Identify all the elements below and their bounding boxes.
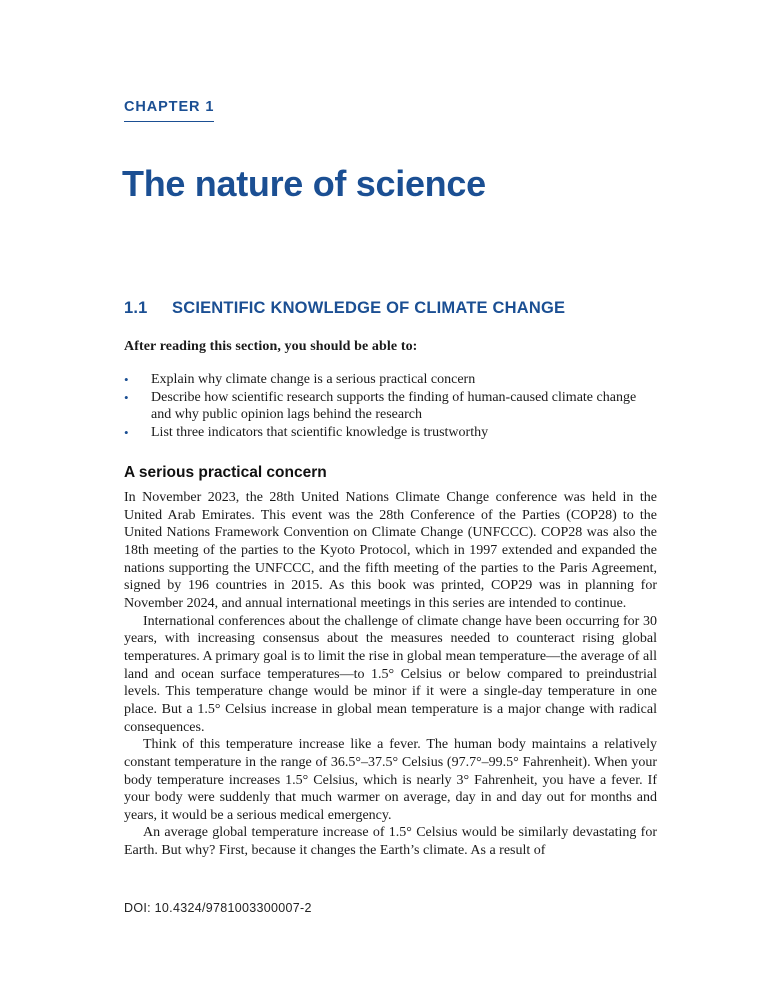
objective-item [124, 424, 657, 442]
paragraph: An average global temperature increase of 1.5° Celsius would be similarly devastating for Earth. But why? First, because it changes the Earth’s climate. As a result of [124, 825, 657, 859]
bullet-icon: • [124, 389, 129, 405]
body-text [124, 489, 657, 860]
subsection-heading: A serious practical concern [124, 464, 327, 481]
paragraph: International conferences about the challenge of climate change have been occurring for 30 years, with increasing consensus about the measures needed to counteract rising global temperatures. A primary goal is to limit the rise in global mean temperature—the average of all land and ocean surface temperatures—to 1.5° Celsius or below compared to preindustrial levels. This temperature change would be minor if it were a single-day temperature in one place. But a 1.5° Celsius increase in global mean temperature is a major change with radical consequences. [124, 613, 657, 735]
objective-text: List three indicators that scientific knowledge is trustworthy [151, 424, 489, 440]
paragraph: In November 2023, the 28th United Nations Climate Change conference was held in the United Arab Emirates. This event was the 28th Conference of the Parties (COP28) to the United Nations Framework Convention on Climate Change (UNFCCC). COP28 was also the 18th meeting of the parties to the Kyoto Protocol, which in 1997 extended and expanded the nations supporting the UNFCCC, and the fifth meeting of the parties to the Paris Agreement, signed by 196 countries in 2015. As this book was printed, COP29 was in planning for November 2024, and annual international meetings in this series are intended to continue. [124, 490, 657, 611]
bullet-icon: • [124, 372, 129, 387]
section-heading [124, 299, 565, 318]
section-title: SCIENTIFIC KNOWLEDGE OF CLIMATE CHANGE [172, 299, 566, 317]
objective-text: Explain why climate change is a serious practical concern [151, 372, 476, 387]
objective-item [124, 371, 657, 389]
chapter-label: CHAPTER 1 [124, 99, 214, 122]
doi-footer: DOI: 10.4324/9781003300007-2 [124, 901, 312, 915]
objective-text: Describe how scientific research supports the finding of human-caused climate change and why public opinion lags behind the research [151, 389, 637, 423]
objectives-intro: After reading this section, you should be able to: [124, 339, 418, 354]
objectives-list [124, 371, 657, 441]
bullet-icon: • [124, 424, 129, 440]
paragraph: Think of this temperature increase like a fever. The human body maintains a relatively constant temperature in the range of 36.5°–37.5° Celsius (97.7°–99.5° Fahrenheit). When your body temperature increases 1.5° Celsius, which is nearly 3° Fahrenheit, you have a fever. If your body were suddenly that much warmer on average, day in and day out for months and years, it would be a serious medical emergency. [124, 737, 657, 823]
section-number: 1.1 [124, 299, 148, 317]
chapter-title: The nature of science [122, 163, 486, 204]
objective-item [124, 389, 657, 424]
